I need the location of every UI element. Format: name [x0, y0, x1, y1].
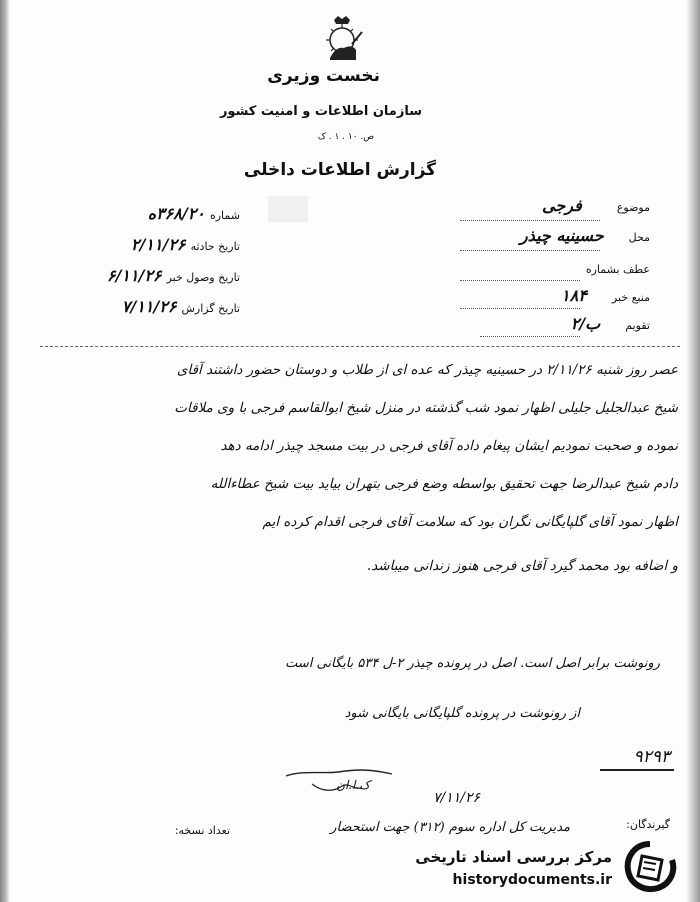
field-location-value: حسینیه چیذر — [519, 226, 604, 245]
file-number-box — [600, 747, 674, 771]
field-rating-label: تقویم — [625, 319, 650, 332]
body-top-rule — [40, 346, 680, 347]
field-number-label: شماره — [209, 209, 240, 222]
file-number: ۹۲۹۳ — [633, 747, 670, 767]
ministry-title: نخست وزیری — [267, 66, 380, 86]
watermark-url: historydocuments.ir — [452, 872, 612, 888]
archive-annotation: رونوشت برابر اصل است. اصل در پرونده چیذر ۲-ل ۵۳۴ بایگانی است — [285, 656, 660, 671]
subject-underline — [460, 220, 600, 221]
copies-label: تعداد نسخه: — [174, 824, 230, 837]
recipients-label: گیرندگان: — [626, 818, 670, 831]
lion-and-sun-emblem-icon — [316, 14, 368, 66]
recipients-value: مدیریت کل اداره سوم (۳۱۲) جهت استحضار — [330, 820, 570, 835]
field-rating-value: ب/۲ — [570, 314, 601, 333]
field-reference-label: عطف بشماره — [585, 263, 650, 276]
field-source-value: ۱۸۴ — [561, 286, 587, 305]
archive-logo-icon — [622, 840, 678, 894]
scan-edge-right — [686, 0, 700, 902]
location-underline — [460, 250, 600, 251]
field-subject — [440, 196, 650, 215]
body-line: عصر روز شنبه ۲/۱۱/۲۶ در حسینیه چیذر که عده ای از طلاب و دوستان حضور داشتند آقای — [176, 362, 678, 378]
signature-date: ۷/۱۱/۲۶ — [432, 790, 480, 806]
field-reference — [440, 258, 650, 277]
body-line: شیخ عبدالجلیل جلیلی اظهار نمود شب گذشته در منزل شیخ ابوالقاسم فرجی با وی ملاقات — [174, 400, 678, 416]
scan-edge-left — [0, 0, 10, 902]
field-source — [440, 286, 650, 305]
field-incident-date-value: ۲/۱۱/۲۶ — [130, 235, 186, 254]
field-source-label: منبع خبر — [611, 291, 650, 304]
field-report-date-label: تاریخ گزارش — [181, 302, 240, 315]
field-rating — [440, 314, 650, 333]
field-number-value: ۳۶۸/۲۰ه — [147, 204, 205, 223]
field-report-date-value: ۷/۱۱/۲۶ — [121, 297, 177, 316]
filing-annotation: از رونوشت در پرونده گلپایگانی بایگانی شود — [344, 706, 580, 721]
field-incident-date-label: تاریخ حادثه — [190, 240, 240, 253]
body-line: دادم شیخ عبدالرضا جهت تحقیق بواسطه وضع فرجی بتهران بیاید بیت شیخ عطاءالله — [210, 476, 678, 492]
field-number — [60, 204, 240, 223]
report-title: گزارش اطلاعات داخلی — [243, 160, 437, 180]
redacted-block — [268, 196, 308, 222]
source-underline — [460, 308, 580, 309]
archive-watermark — [392, 838, 688, 898]
field-incident-date — [60, 235, 240, 254]
field-receipt-date-label: تاریخ وصول خبر — [166, 271, 240, 284]
reference-underline — [460, 280, 580, 281]
field-receipt-date — [50, 266, 240, 285]
field-report-date — [50, 297, 240, 316]
body-line: و اضافه بود محمد گیرد آقای فرجی هنوز زندانی میباشد. — [366, 558, 678, 574]
reference-code: ص. ۱۰ . ۱ . ک — [317, 132, 375, 142]
watermark-title: مرکز بررسی اسناد تاریخی — [415, 848, 612, 866]
field-location — [440, 226, 650, 245]
field-subject-label: موضوع — [616, 201, 650, 214]
field-receipt-date-value: ۶/۱۱/۲۶ — [106, 266, 162, 285]
signature-initials: ک.ا.ان — [336, 778, 370, 792]
body-line: اظهار نمود آقای گلپایگانی نگران بود که سلامت آقای فرجی اقدام کرده ایم — [262, 514, 678, 530]
body-line: نموده و صحبت نمودیم ایشان پیغام داده آقای فرجی در بیت مسجد چیذر ادامه دهد — [220, 438, 678, 454]
field-location-label: محل — [628, 231, 650, 244]
rating-underline — [480, 336, 580, 337]
organization-name: سازمان اطلاعات و امنیت کشور — [219, 104, 422, 119]
field-subject-value: فرجی — [542, 196, 582, 215]
